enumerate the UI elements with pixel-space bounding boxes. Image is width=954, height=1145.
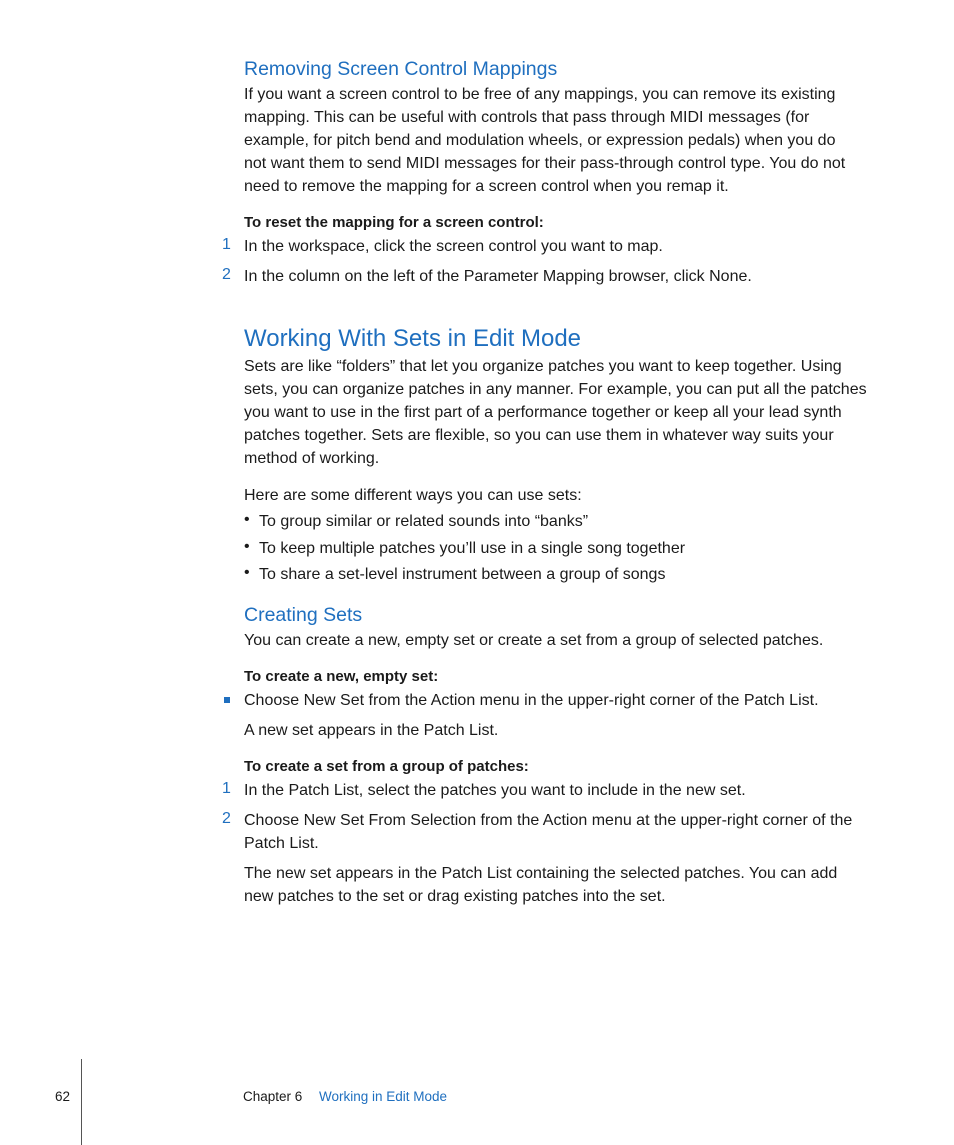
page-number: 62 bbox=[55, 1089, 71, 1104]
step-text: In the workspace, click the screen control you want to map. bbox=[244, 238, 663, 255]
section-heading-removing: Removing Screen Control Mappings bbox=[244, 58, 558, 80]
step-number: 2 bbox=[222, 810, 231, 827]
step-text: Choose New Set from the Action menu in the upper-right corner of the Patch List. bbox=[244, 692, 819, 709]
step-text bbox=[244, 809, 884, 855]
sets-paragraph bbox=[244, 355, 884, 470]
text-line: sets, you can organize patches in any manner. For example, you can put all the patches bbox=[244, 381, 867, 398]
step-number: 1 bbox=[222, 780, 231, 797]
footer-chapter-label: Chapter 6 bbox=[243, 1089, 303, 1104]
procedure-title-new-set: To create a new, empty set: bbox=[244, 668, 439, 685]
text-line: not want them to send MIDI messages for their pass-through control type. You do not bbox=[244, 155, 846, 172]
step-number: 1 bbox=[222, 236, 231, 253]
step-result: A new set appears in the Patch List. bbox=[244, 722, 499, 739]
bullet-item: To group similar or related sounds into “banks” bbox=[259, 513, 589, 530]
step-text bbox=[244, 779, 884, 802]
text-line: example, for pitch bend and modulation wheels, or expression pedals) when you do bbox=[244, 132, 836, 149]
bullet-dot: • bbox=[244, 538, 250, 555]
text-line: In the Patch List, select the patches you want to include in the new set. bbox=[244, 782, 746, 799]
procedure-title-from-patches: To create a set from a group of patches: bbox=[244, 758, 529, 775]
text-line: The new set appears in the Patch List containing the selected patches. You can add bbox=[244, 865, 838, 882]
section-heading-creating: Creating Sets bbox=[244, 604, 363, 626]
text-line: you want to use in the first part of a performance together or keep all your lead synth bbox=[244, 404, 842, 421]
chapter-section-heading: Working With Sets in Edit Mode bbox=[244, 325, 582, 352]
step-number: 2 bbox=[222, 266, 231, 283]
text-line: mapping. This can be useful with controls that pass through MIDI messages (for bbox=[244, 109, 810, 126]
bullet-item: To share a set-level instrument between a group of songs bbox=[259, 566, 666, 583]
creating-paragraph: You can create a new, empty set or create a set from a group of selected patches. bbox=[244, 632, 824, 649]
step-text: In the column on the left of the Parameter Mapping browser, click None. bbox=[244, 268, 752, 285]
sets-intro: Here are some different ways you can use sets: bbox=[244, 487, 582, 504]
text-line: If you want a screen control to be free of any mappings, you can remove its existing bbox=[244, 86, 836, 103]
bullet-dot: • bbox=[244, 564, 250, 581]
procedure-title-reset: To reset the mapping for a screen control: bbox=[244, 214, 544, 231]
text-line: Patch List. bbox=[244, 835, 319, 852]
text-line: method of working. bbox=[244, 450, 380, 467]
text-line: Choose New Set From Selection from the Action menu at the upper-right corner of the bbox=[244, 812, 853, 829]
footer-divider bbox=[81, 1059, 82, 1145]
footer-chapter-title: Working in Edit Mode bbox=[319, 1089, 448, 1104]
text-line: patches together. Sets are flexible, so you can use them in whatever way suits your bbox=[244, 427, 834, 444]
bullet-item: To keep multiple patches you’ll use in a single song together bbox=[259, 540, 686, 557]
text-line: Sets are like “folders” that let you organize patches you want to keep together. Using bbox=[244, 358, 842, 375]
step-result bbox=[244, 862, 884, 908]
text-line: need to remove the mapping for a screen control when you remap it. bbox=[244, 178, 729, 195]
removing-paragraph bbox=[244, 83, 884, 198]
bullet-dot: • bbox=[244, 511, 250, 528]
text-line: new patches to the set or drag existing patches into the set. bbox=[244, 888, 666, 905]
square-bullet-icon bbox=[224, 697, 230, 703]
